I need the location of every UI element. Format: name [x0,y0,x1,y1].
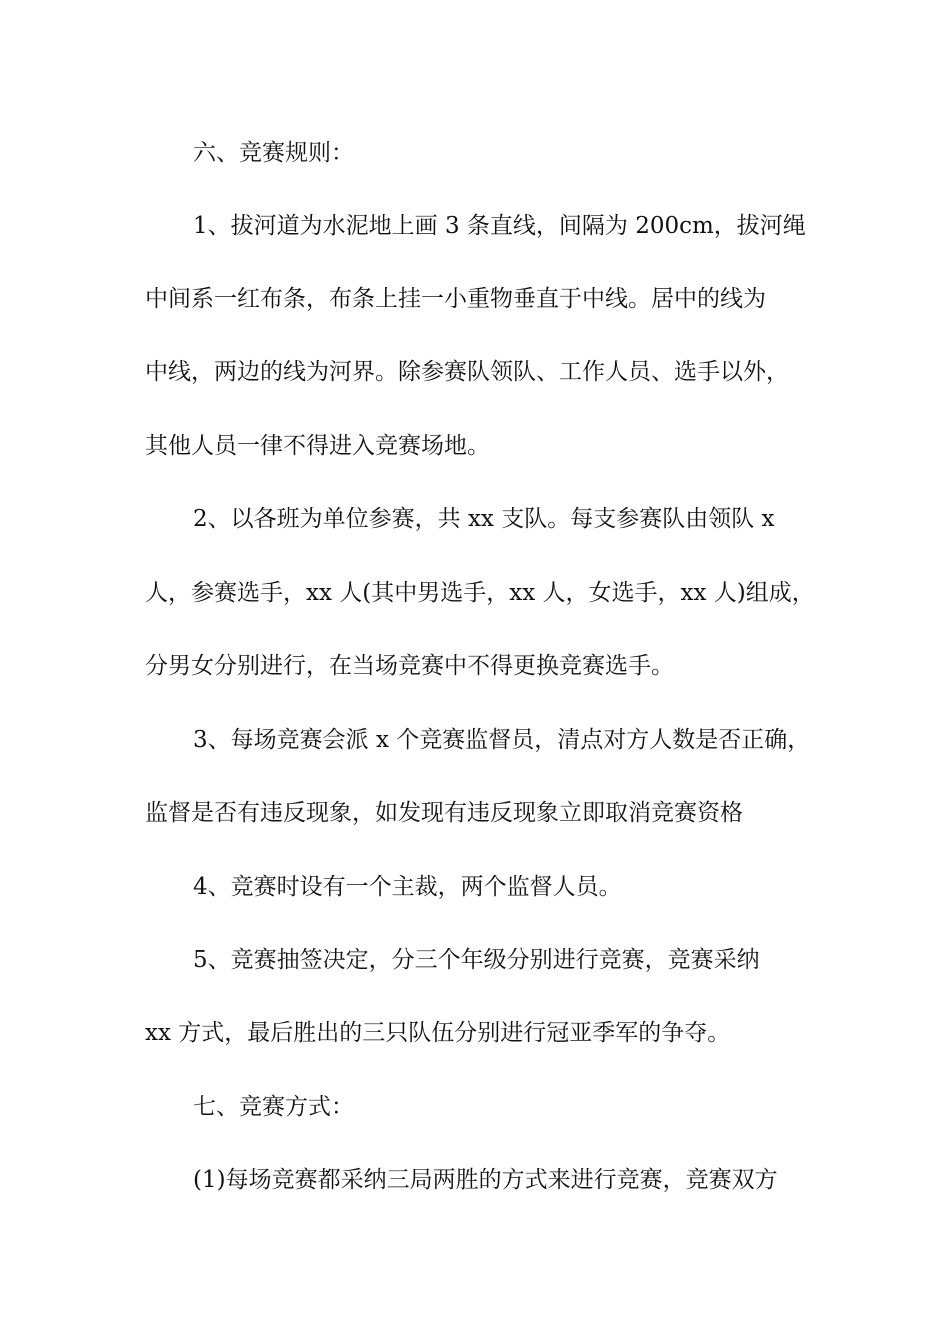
paragraph-line: 4、竞赛时设有一个主裁，两个监督人员。 [193,874,622,900]
paragraph-line: 2、以各班为单位参赛，共 xx 支队。每支参赛队由领队 x [193,506,775,532]
section-heading-rules: 六、竞赛规则： [193,140,354,166]
section-heading-format: 七、竞赛方式： [193,1094,354,1120]
paragraph-line: (1)每场竞赛都采纳三局两胜的方式来进行竞赛，竞赛双方 [193,1167,778,1193]
paragraph-line: 3、每场竞赛会派 x 个竞赛监督员，清点对方人数是否正确， [193,727,811,753]
paragraph-line: 5、竞赛抽签决定，分三个年级分别进行竞赛，竞赛采纳 [193,947,760,973]
paragraph-line: 分男女分别进行，在当场竞赛中不得更换竞赛选手。 [145,653,674,679]
paragraph-line: 其他人员一律不得进入竞赛场地。 [145,433,490,459]
paragraph-line: 1、拔河道为水泥地上画 3 条直线，间隔为 200cm，拔河绳 [193,213,806,239]
paragraph-line: 人，参赛选手，xx 人(其中男选手，xx 人，女选手，xx 人)组成， [145,580,815,606]
paragraph-line: 中线，两边的线为河界。除参赛队领队、工作人员、选手以外， [145,359,789,385]
paragraph-line: 监督是否有违反现象，如发现有违反现象立即取消竞赛资格 [145,800,743,826]
paragraph-line: 中间系一红布条，布条上挂一小重物垂直于中线。居中的线为 [145,286,766,312]
paragraph-line: xx 方式，最后胜出的三只队伍分别进行冠亚季军的争夺。 [145,1020,731,1046]
